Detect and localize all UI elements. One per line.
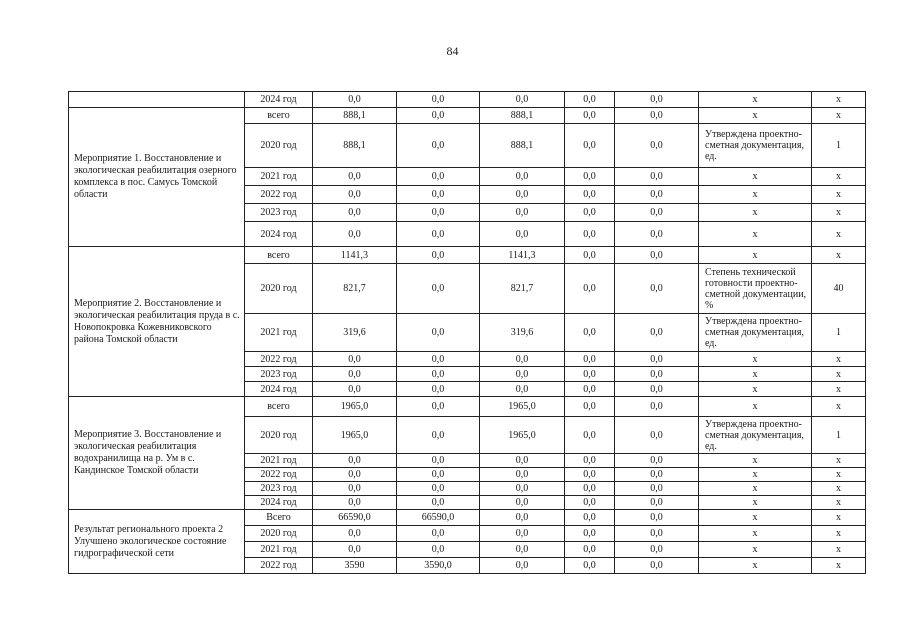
indicator-value-cell: х [812, 510, 866, 526]
amount-cell-1: 66590,0 [313, 510, 397, 526]
indicator-cell: х [699, 108, 812, 124]
indicator-cell: х [699, 204, 812, 222]
amount-cell-2: 0,0 [397, 526, 480, 542]
amount-cell-4: 0,0 [565, 558, 615, 574]
year-cell: 2024 год [245, 496, 313, 510]
amount-cell-4: 0,0 [565, 186, 615, 204]
year-cell: 2023 год [245, 204, 313, 222]
indicator-cell: х [699, 558, 812, 574]
amount-cell-3: 0,0 [480, 204, 565, 222]
amount-cell-4: 0,0 [565, 510, 615, 526]
amount-cell-3: 0,0 [480, 526, 565, 542]
year-cell: 2024 год [245, 222, 313, 247]
amount-cell-2: 0,0 [397, 367, 480, 382]
amount-cell-4: 0,0 [565, 222, 615, 247]
measure-label-cell: Результат регионального проекта 2 Улучшено экологическое состояние гидрографической сети [69, 510, 245, 574]
measure-label-cell: Мероприятие 2. Восстановление и экологическая реабилитация пруда в с. Новопокровка Кожевниковского района Томской области [69, 247, 245, 397]
indicator-value-cell: х [812, 168, 866, 186]
amount-cell-1: 0,0 [313, 352, 397, 367]
indicator-value-cell: х [812, 482, 866, 496]
year-cell: всего [245, 108, 313, 124]
amount-cell-4: 0,0 [565, 92, 615, 108]
indicator-cell: х [699, 510, 812, 526]
year-cell: 2022 год [245, 186, 313, 204]
amount-cell-3: 1141,3 [480, 247, 565, 264]
amount-cell-4: 0,0 [565, 382, 615, 397]
year-cell: 2021 год [245, 314, 313, 352]
amount-cell-3: 1965,0 [480, 417, 565, 454]
year-cell: всего [245, 397, 313, 417]
amount-cell-3: 888,1 [480, 124, 565, 168]
amount-cell-5: 0,0 [615, 558, 699, 574]
indicator-value-cell: х [812, 382, 866, 397]
amount-cell-2: 0,0 [397, 542, 480, 558]
amount-cell-5: 0,0 [615, 264, 699, 314]
indicator-value-cell: х [812, 92, 866, 108]
measure-label-cell: Мероприятие 3. Восстановление и экологическая реабилитация водохранилища на р. Ум в с. Кандинское Томской области [69, 397, 245, 510]
amount-cell-4: 0,0 [565, 496, 615, 510]
indicator-cell: х [699, 222, 812, 247]
amount-cell-2: 0,0 [397, 468, 480, 482]
year-cell: 2020 год [245, 417, 313, 454]
amount-cell-3: 0,0 [480, 468, 565, 482]
amount-cell-5: 0,0 [615, 222, 699, 247]
year-cell: 2023 год [245, 482, 313, 496]
year-cell: 2020 год [245, 526, 313, 542]
amount-cell-3: 0,0 [480, 510, 565, 526]
year-cell: Всего [245, 510, 313, 526]
amount-cell-5: 0,0 [615, 542, 699, 558]
indicator-cell: х [699, 542, 812, 558]
amount-cell-5: 0,0 [615, 92, 699, 108]
amount-cell-1: 0,0 [313, 382, 397, 397]
amount-cell-4: 0,0 [565, 454, 615, 468]
indicator-value-cell: х [812, 526, 866, 542]
amount-cell-5: 0,0 [615, 468, 699, 482]
indicator-cell: Утверждена проектно-сметная документация, ед. [699, 417, 812, 454]
indicator-cell: Утверждена проектно-сметная документация, ед. [699, 124, 812, 168]
amount-cell-1: 0,0 [313, 526, 397, 542]
amount-cell-5: 0,0 [615, 124, 699, 168]
amount-cell-3: 0,0 [480, 168, 565, 186]
year-cell: 2022 год [245, 558, 313, 574]
year-cell: всего [245, 247, 313, 264]
amount-cell-2: 0,0 [397, 108, 480, 124]
amount-cell-5: 0,0 [615, 482, 699, 496]
amount-cell-4: 0,0 [565, 526, 615, 542]
indicator-value-cell: х [812, 204, 866, 222]
indicator-value-cell: 40 [812, 264, 866, 314]
indicator-value-cell: 1 [812, 314, 866, 352]
amount-cell-1: 3590 [313, 558, 397, 574]
amount-cell-5: 0,0 [615, 510, 699, 526]
amount-cell-4: 0,0 [565, 397, 615, 417]
indicator-value-cell: 1 [812, 417, 866, 454]
amount-cell-5: 0,0 [615, 454, 699, 468]
table-row [69, 247, 866, 264]
indicator-value-cell: х [812, 222, 866, 247]
amount-cell-1: 0,0 [313, 186, 397, 204]
measure-label-cell [69, 92, 245, 108]
table-row [69, 510, 866, 526]
amount-cell-4: 0,0 [565, 124, 615, 168]
amount-cell-4: 0,0 [565, 417, 615, 454]
amount-cell-2: 3590,0 [397, 558, 480, 574]
indicator-cell: х [699, 352, 812, 367]
amount-cell-5: 0,0 [615, 417, 699, 454]
indicator-cell: х [699, 526, 812, 542]
amount-cell-1: 1965,0 [313, 397, 397, 417]
amount-cell-2: 0,0 [397, 397, 480, 417]
amount-cell-5: 0,0 [615, 168, 699, 186]
indicator-cell: х [699, 92, 812, 108]
amount-cell-2: 0,0 [397, 264, 480, 314]
amount-cell-2: 0,0 [397, 186, 480, 204]
year-cell: 2023 год [245, 367, 313, 382]
indicator-value-cell: х [812, 186, 866, 204]
amount-cell-3: 0,0 [480, 482, 565, 496]
year-cell: 2021 год [245, 168, 313, 186]
indicator-cell: х [699, 382, 812, 397]
amount-cell-1: 1141,3 [313, 247, 397, 264]
amount-cell-1: 0,0 [313, 468, 397, 482]
amount-cell-5: 0,0 [615, 397, 699, 417]
indicator-value-cell: х [812, 108, 866, 124]
amount-cell-2: 0,0 [397, 352, 480, 367]
amount-cell-4: 0,0 [565, 352, 615, 367]
year-cell: 2022 год [245, 468, 313, 482]
amount-cell-3: 1965,0 [480, 397, 565, 417]
indicator-value-cell: х [812, 454, 866, 468]
amount-cell-4: 0,0 [565, 482, 615, 496]
amount-cell-4: 0,0 [565, 314, 615, 352]
table-body [69, 92, 866, 574]
amount-cell-2: 0,0 [397, 92, 480, 108]
indicator-cell: х [699, 468, 812, 482]
indicator-cell: х [699, 168, 812, 186]
amount-cell-1: 319,6 [313, 314, 397, 352]
amount-cell-5: 0,0 [615, 186, 699, 204]
amount-cell-4: 0,0 [565, 168, 615, 186]
indicator-cell: х [699, 247, 812, 264]
amount-cell-2: 0,0 [397, 454, 480, 468]
amount-cell-5: 0,0 [615, 314, 699, 352]
amount-cell-1: 821,7 [313, 264, 397, 314]
amount-cell-4: 0,0 [565, 264, 615, 314]
amount-cell-3: 0,0 [480, 454, 565, 468]
amount-cell-1: 0,0 [313, 496, 397, 510]
amount-cell-1: 0,0 [313, 204, 397, 222]
amount-cell-2: 0,0 [397, 382, 480, 397]
funding-table [68, 91, 866, 574]
indicator-value-cell: 1 [812, 124, 866, 168]
amount-cell-4: 0,0 [565, 468, 615, 482]
amount-cell-3: 0,0 [480, 558, 565, 574]
amount-cell-4: 0,0 [565, 367, 615, 382]
year-cell: 2021 год [245, 454, 313, 468]
indicator-cell: Степень технической готовности проектно-сметной документации, % [699, 264, 812, 314]
amount-cell-1: 0,0 [313, 168, 397, 186]
amount-cell-1: 888,1 [313, 108, 397, 124]
amount-cell-1: 1965,0 [313, 417, 397, 454]
amount-cell-4: 0,0 [565, 542, 615, 558]
indicator-cell: х [699, 397, 812, 417]
indicator-value-cell: х [812, 496, 866, 510]
amount-cell-2: 0,0 [397, 204, 480, 222]
amount-cell-5: 0,0 [615, 352, 699, 367]
amount-cell-1: 0,0 [313, 454, 397, 468]
year-cell: 2022 год [245, 352, 313, 367]
amount-cell-3: 888,1 [480, 108, 565, 124]
year-cell: 2020 год [245, 264, 313, 314]
year-cell: 2024 год [245, 92, 313, 108]
amount-cell-1: 0,0 [313, 542, 397, 558]
amount-cell-2: 0,0 [397, 222, 480, 247]
indicator-value-cell: х [812, 397, 866, 417]
amount-cell-1: 888,1 [313, 124, 397, 168]
year-cell: 2024 год [245, 382, 313, 397]
amount-cell-4: 0,0 [565, 204, 615, 222]
amount-cell-3: 0,0 [480, 542, 565, 558]
measure-label-cell: Мероприятие 1. Восстановление и экологическая реабилитация озерного комплекса в пос. Самусь Томской области [69, 108, 245, 247]
indicator-cell: Утверждена проектно-сметная документация, ед. [699, 314, 812, 352]
amount-cell-3: 319,6 [480, 314, 565, 352]
amount-cell-2: 0,0 [397, 247, 480, 264]
amount-cell-3: 0,0 [480, 222, 565, 247]
amount-cell-2: 0,0 [397, 417, 480, 454]
indicator-cell: х [699, 367, 812, 382]
indicator-value-cell: х [812, 367, 866, 382]
amount-cell-2: 0,0 [397, 124, 480, 168]
amount-cell-5: 0,0 [615, 247, 699, 264]
amount-cell-2: 0,0 [397, 168, 480, 186]
amount-cell-5: 0,0 [615, 526, 699, 542]
table-row [69, 108, 866, 124]
amount-cell-3: 0,0 [480, 496, 565, 510]
indicator-cell: х [699, 454, 812, 468]
indicator-cell: х [699, 482, 812, 496]
year-cell: 2021 год [245, 542, 313, 558]
amount-cell-3: 0,0 [480, 92, 565, 108]
indicator-value-cell: х [812, 247, 866, 264]
indicator-value-cell: х [812, 558, 866, 574]
amount-cell-2: 66590,0 [397, 510, 480, 526]
amount-cell-2: 0,0 [397, 482, 480, 496]
amount-cell-1: 0,0 [313, 222, 397, 247]
table-row [69, 92, 866, 108]
amount-cell-2: 0,0 [397, 314, 480, 352]
amount-cell-4: 0,0 [565, 247, 615, 264]
year-cell: 2020 год [245, 124, 313, 168]
amount-cell-5: 0,0 [615, 367, 699, 382]
indicator-value-cell: х [812, 542, 866, 558]
indicator-value-cell: х [812, 352, 866, 367]
indicator-cell: х [699, 496, 812, 510]
amount-cell-3: 821,7 [480, 264, 565, 314]
amount-cell-3: 0,0 [480, 382, 565, 397]
amount-cell-5: 0,0 [615, 204, 699, 222]
indicator-value-cell: х [812, 468, 866, 482]
amount-cell-4: 0,0 [565, 108, 615, 124]
indicator-cell: х [699, 186, 812, 204]
amount-cell-1: 0,0 [313, 92, 397, 108]
amount-cell-3: 0,0 [480, 186, 565, 204]
amount-cell-3: 0,0 [480, 367, 565, 382]
amount-cell-5: 0,0 [615, 496, 699, 510]
amount-cell-1: 0,0 [313, 367, 397, 382]
table-row [69, 397, 866, 417]
amount-cell-3: 0,0 [480, 352, 565, 367]
amount-cell-5: 0,0 [615, 382, 699, 397]
amount-cell-2: 0,0 [397, 496, 480, 510]
amount-cell-5: 0,0 [615, 108, 699, 124]
amount-cell-1: 0,0 [313, 482, 397, 496]
page-number: 84 [446, 44, 459, 58]
